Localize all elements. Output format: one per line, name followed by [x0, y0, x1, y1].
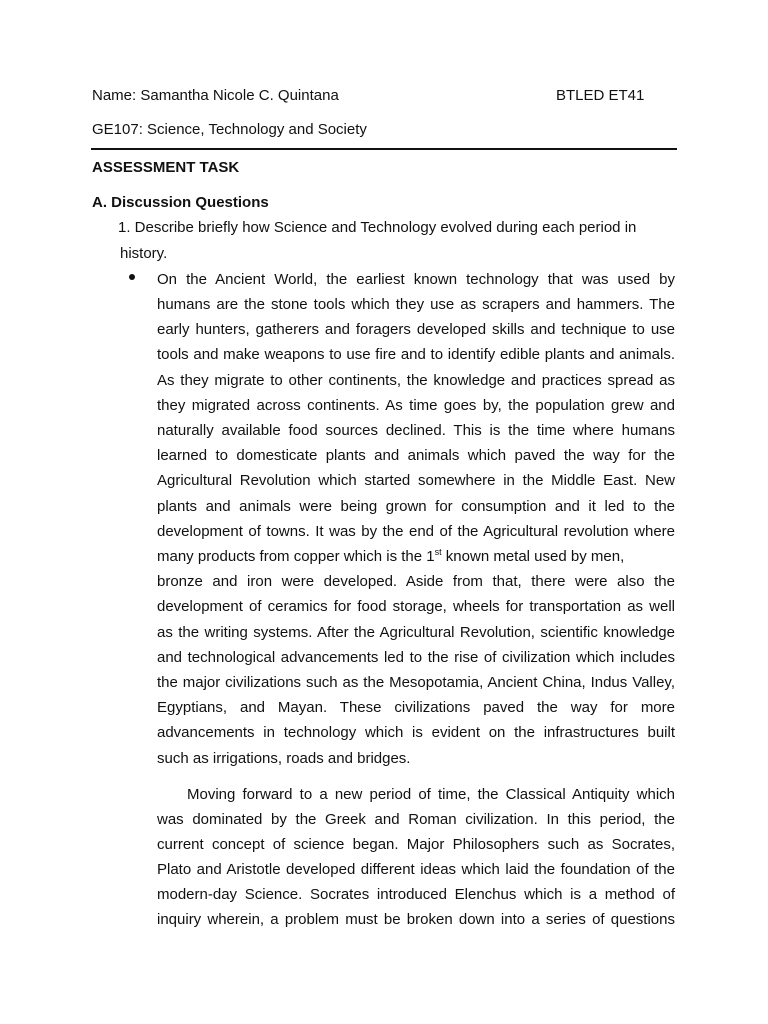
answer-line-tail: known metal used by men, — [441, 548, 625, 565]
answer-line: Agricultural Revolution which started somewhere in the Middle East. New — [157, 472, 675, 489]
answer-line — [157, 548, 675, 566]
assessment-heading: ASSESSMENT TASK — [92, 159, 240, 176]
paragraph-line: Moving forward to a new period of time, the Classical Antiquity which — [187, 786, 675, 803]
answer-line: as the writing systems. After the Agricultural Revolution, scientific knowledge — [157, 624, 675, 641]
answer-line: advancements in technology which is evident on the infrastructures built — [157, 724, 675, 741]
answer-line: early hunters, gatherers and foragers developed skills and technique to use — [157, 321, 675, 338]
answer-line: Egyptians, and Mayan. These civilizations paved the way for more — [157, 699, 675, 716]
ordinal-superscript: st — [434, 547, 442, 557]
discussion-heading: A. Discussion Questions — [92, 194, 269, 211]
answer-line: plants and animals were being grown for consumption and it led to the — [157, 498, 675, 515]
answer-line: humans are the stone tools which they use as scrapers and hammers. The — [157, 296, 675, 313]
answer-line: tools and make weapons to use fire and to identify edible plants and animals. — [157, 346, 675, 363]
answer-line: and technological advancements led to the rise of civilization which includes — [157, 649, 675, 666]
answer-line: development of ceramics for food storage, wheels for transportation as well — [157, 598, 675, 615]
answer-line: On the Ancient World, the earliest known technology that was used by — [157, 271, 675, 288]
paragraph-line: inquiry wherein, a problem must be broken down into a series of questions — [157, 911, 675, 928]
answer-line: they migrated across continents. As time goes by, the population grew and — [157, 397, 675, 414]
paragraph-line: current concept of science began. Major Philosophers such as Socrates, — [157, 836, 675, 853]
answer-line: learned to domesticate plants and animals which paved the way for the — [157, 447, 675, 464]
answer-line: As they migrate to other continents, the knowledge and practices spread as — [157, 372, 675, 389]
answer-line-head: many products from copper which is the 1 — [157, 548, 435, 565]
header-divider — [91, 148, 677, 150]
question-1-line-2: history. — [120, 245, 168, 262]
question-1-line-1: 1. Describe briefly how Science and Technology evolved during each period in — [118, 219, 637, 236]
answer-line: naturally available food sources declined. This is the time where humans — [157, 422, 675, 439]
bullet-icon — [129, 274, 135, 280]
section-code: BTLED ET41 — [556, 87, 645, 104]
paragraph-line: was dominated by the Greek and Roman civilization. In this period, the — [157, 811, 675, 828]
student-name: Name: Samantha Nicole C. Quintana — [92, 87, 339, 104]
answer-line: bronze and iron were developed. Aside from that, there were also the — [157, 573, 675, 590]
course-title: GE107: Science, Technology and Society — [92, 121, 367, 138]
answer-line: development of towns. It was by the end of the Agricultural revolution where — [157, 523, 675, 540]
answer-line: the major civilizations such as the Mesopotamia, Ancient China, Indus Valley, — [157, 674, 675, 691]
paragraph-line: Plato and Aristotle developed different ideas which laid the foundation of the — [157, 861, 675, 878]
answer-line: such as irrigations, roads and bridges. — [157, 750, 411, 767]
paragraph-line: modern-day Science. Socrates introduced Elenchus which is a method of — [157, 886, 675, 903]
